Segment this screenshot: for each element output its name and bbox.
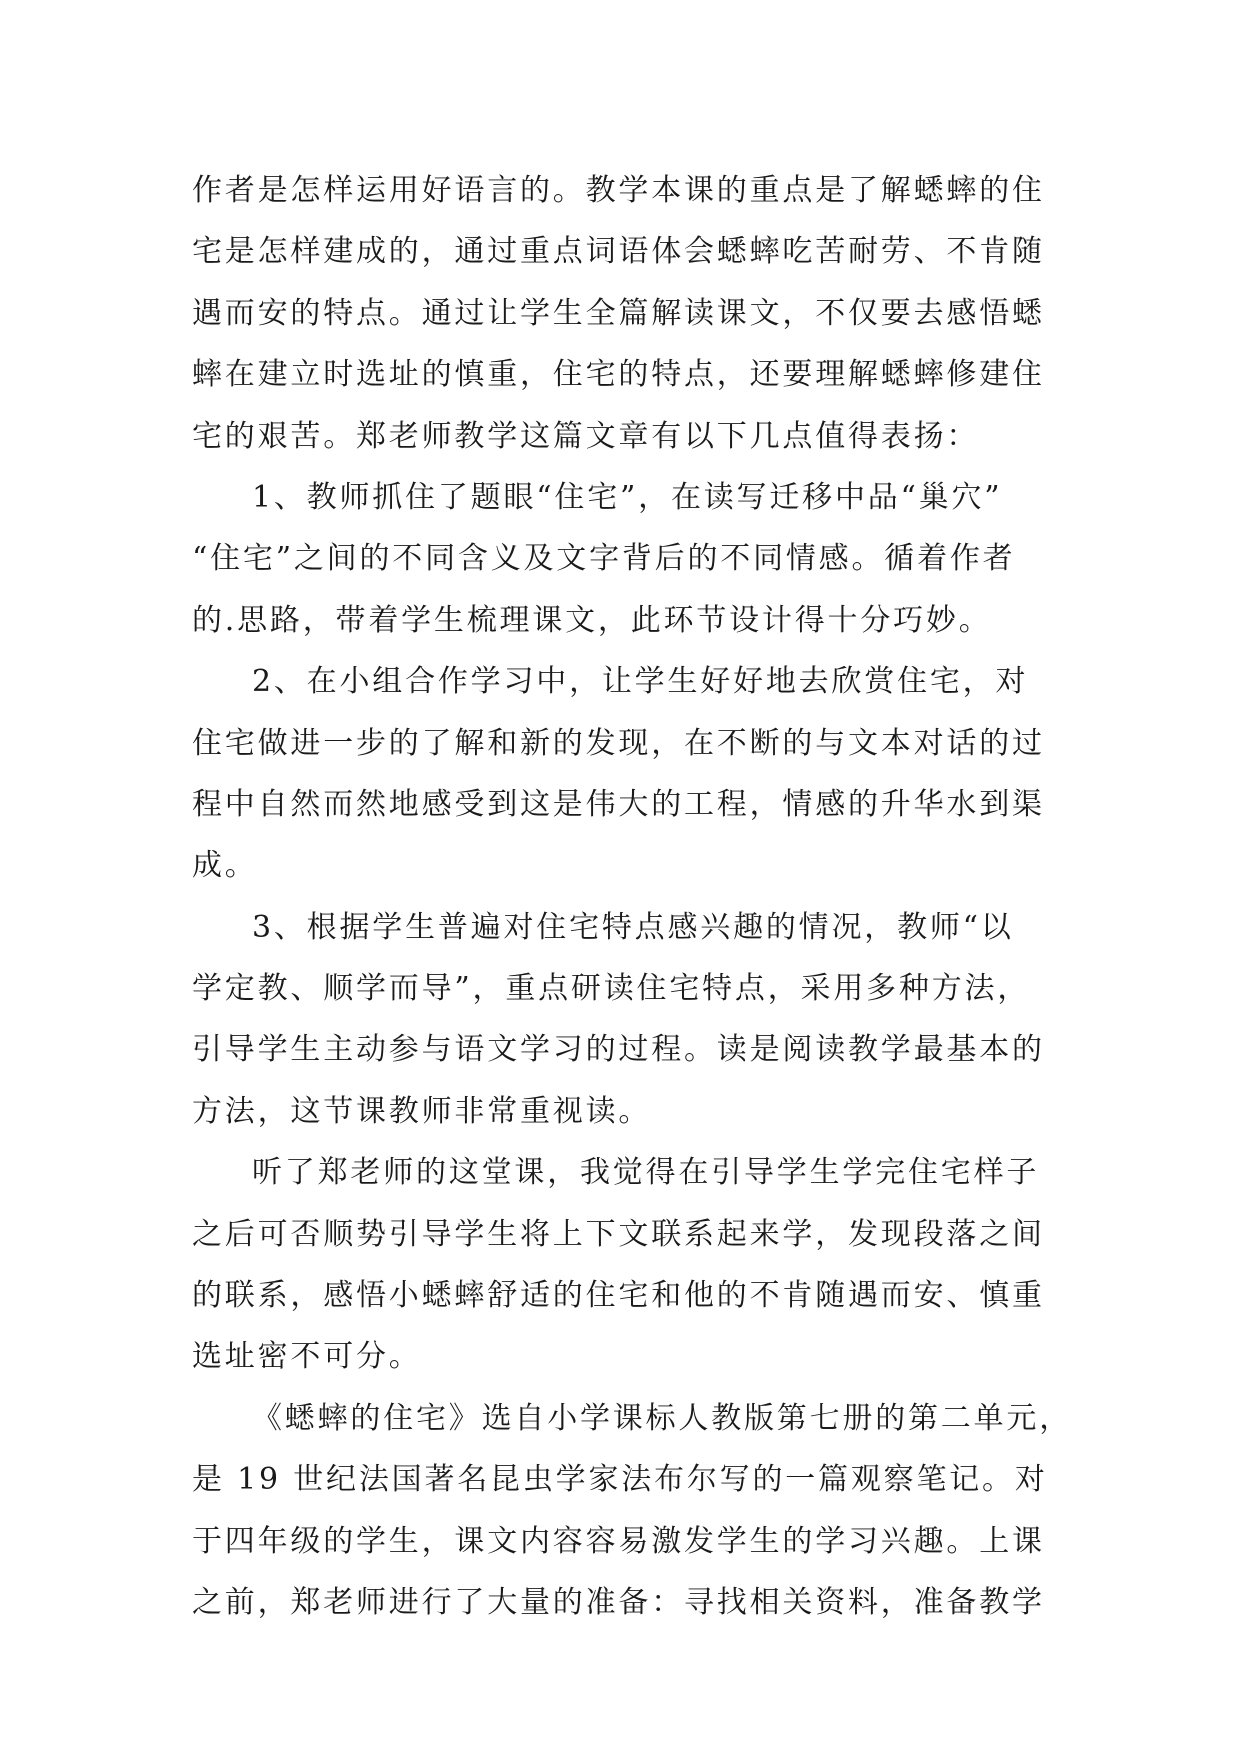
text-line: 1、教师抓住了题眼“住宅”，在读写迁移中品“巢穴” (252, 479, 1003, 515)
text-line: 宅的艰苦。郑老师教学这篇文章有以下几点值得表扬： (192, 418, 980, 454)
text-line: 成。 (192, 848, 258, 884)
text-line: 3、根据学生普遍对住宅特点感兴趣的情况，教师“以 (252, 909, 1014, 945)
text-line: 作者是怎样运用好语言的。教学本课的重点是了解蟋蟀的住 (192, 173, 1045, 208)
text-line: 引导学生主动参与语文学习的过程。读是阅读教学最基本的 (192, 1032, 1045, 1068)
text-line: 蟀在建立时选址的慎重，住宅的特点，还要理解蟋蟀修建住 (192, 357, 1045, 393)
text-line: 的.思路，带着学生梳理课文，此环节设计得十分巧妙。 (192, 602, 992, 638)
text-line: 是 19 世纪法国著名昆虫学家法布尔写的一篇观察笔记。对 (192, 1462, 1048, 1498)
text-line: 住宅做进一步的了解和新的发现，在不断的与文本对话的过 (192, 725, 1045, 761)
text-line: 选址密不可分。 (192, 1339, 422, 1375)
text-line: 宅是怎样建成的，通过重点词语体会蟋蟀吃苦耐劳、不肯随 (192, 234, 1045, 270)
text-line: 之后可否顺势引导学生将上下文联系起来学，发现段落之间 (192, 1216, 1045, 1252)
text-line: 方法，这节课教师非常重视读。 (192, 1093, 652, 1129)
body-text (192, 160, 1072, 1633)
text-line: 学定教、顺学而导”，重点研读住宅特点，采用多种方法， (192, 971, 1031, 1007)
text-line: 之前，郑老师进行了大量的准备：寻找相关资料，准备教学 (192, 1584, 1045, 1620)
text-line: 的联系，感悟小蟋蟀舒适的住宅和他的不肯随遇而安、慎重 (192, 1278, 1045, 1314)
text-line: 听了郑老师的这堂课，我觉得在引导学生学完住宅样子 (252, 1155, 1040, 1191)
text-line: 程中自然而然地感受到这是伟大的工程，情感的升华水到渠 (192, 786, 1045, 822)
text-line: 遇而安的特点。通过让学生全篇解读课文，不仅要去感悟蟋 (192, 295, 1045, 331)
text-line: 《蟋蟀的住宅》选自小学课标人教版第七册的第二单元， (252, 1400, 1072, 1436)
text-line: 于四年级的学生，课文内容容易激发学生的学习兴趣。上课 (192, 1523, 1045, 1559)
text-line: “住宅”之间的不同含义及文字背后的不同情感。循着作者 (192, 541, 1016, 577)
text-line: 2、在小组合作学习中，让学生好好地去欣赏住宅，对 (252, 664, 1029, 700)
